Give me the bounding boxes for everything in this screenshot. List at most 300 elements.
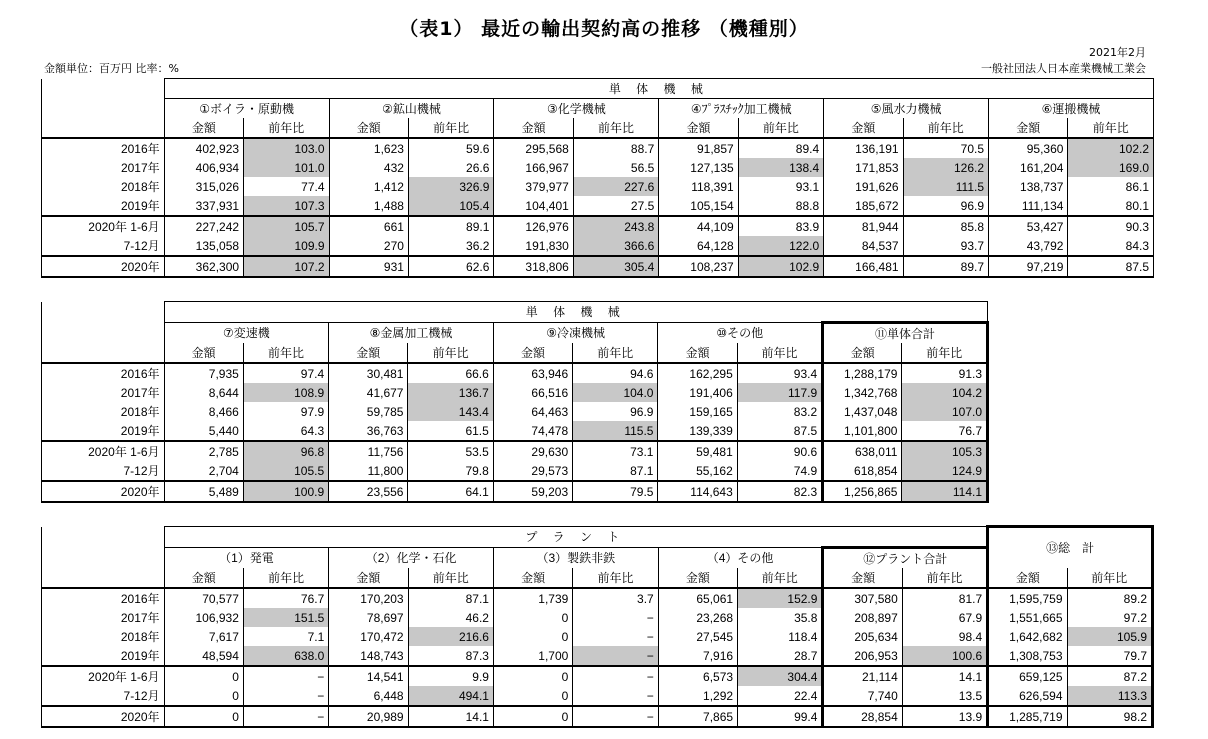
ratio-cell: − <box>243 706 328 727</box>
col-ratio-header: 前年比 <box>902 343 988 363</box>
unit-note: 金額単位：百万円 比率：% <box>44 62 179 75</box>
ratio-cell: 87.1 <box>408 588 493 608</box>
ratio-cell: 102.9 <box>738 256 823 277</box>
ratio-cell: − <box>243 686 328 706</box>
category-header: （4）その他 <box>658 548 823 569</box>
ratio-cell: 136.7 <box>408 383 493 402</box>
col-ratio-header: 前年比 <box>408 118 493 138</box>
year-label: 2020年 <box>42 706 165 727</box>
category-header: ③化学機械 <box>494 99 659 119</box>
amount-cell: 406,934 <box>164 158 243 177</box>
ratio-cell: 46.2 <box>408 608 493 627</box>
category-header: ②鉱山機械 <box>329 99 494 119</box>
col-amount-header: 金額 <box>989 118 1068 138</box>
amount-cell: 166,967 <box>494 158 573 177</box>
ratio-cell: 105.7 <box>244 216 329 236</box>
ratio-cell: 86.1 <box>1068 177 1154 196</box>
amount-cell: 205,634 <box>823 627 902 646</box>
amount-cell: 166,481 <box>824 256 903 277</box>
amount-cell: 114,643 <box>658 481 737 502</box>
amount-cell: 74,478 <box>493 421 572 441</box>
ratio-cell: 91.3 <box>902 363 988 383</box>
ratio-cell: 79.5 <box>573 481 658 502</box>
col-ratio-header: 前年比 <box>408 343 493 363</box>
amount-cell: 2,704 <box>164 461 243 481</box>
col-ratio-header: 前年比 <box>244 118 329 138</box>
col-amount-header: 金額 <box>329 568 408 588</box>
table-row <box>42 196 1154 216</box>
amount-cell: 8,644 <box>164 383 243 402</box>
amount-cell: 59,481 <box>658 441 737 461</box>
ratio-cell: 326.9 <box>408 177 493 196</box>
col-ratio-header: 前年比 <box>408 568 493 588</box>
amount-cell: 70,577 <box>164 588 243 608</box>
table-single-machines-2 <box>41 301 989 503</box>
amount-cell: 1,595,759 <box>988 588 1067 608</box>
amount-cell: 106,932 <box>164 608 243 627</box>
year-label: 2018年 <box>42 177 165 196</box>
col-amount-header: 金額 <box>494 118 573 138</box>
col-amount-header: 金額 <box>493 568 572 588</box>
table-row <box>42 686 1153 706</box>
year-label: 2018年 <box>42 402 165 421</box>
ratio-cell: 84.3 <box>1068 236 1154 256</box>
ratio-cell: 83.9 <box>738 216 823 236</box>
corner-cell <box>42 527 165 548</box>
table-row <box>42 627 1153 646</box>
col-amount-header: 金額 <box>659 118 738 138</box>
amount-cell: 191,626 <box>824 177 903 196</box>
ratio-cell: 90.3 <box>1068 216 1154 236</box>
col-amount-header: 金額 <box>988 568 1067 588</box>
amount-cell: 84,537 <box>824 236 903 256</box>
col-ratio-header: 前年比 <box>573 343 658 363</box>
table-single-machines-1 <box>41 78 1154 278</box>
corner-cell <box>42 79 165 99</box>
year-label: 2018年 <box>42 627 165 646</box>
amount-cell: 1,488 <box>329 196 408 216</box>
ratio-cell: 87.3 <box>408 646 493 666</box>
ratio-cell: 138.4 <box>738 158 823 177</box>
ratio-cell: 89.7 <box>903 256 988 277</box>
amount-cell: 59,203 <box>493 481 572 502</box>
amount-cell: 191,406 <box>658 383 737 402</box>
amount-cell: 44,109 <box>659 216 738 236</box>
ratio-cell: 83.2 <box>737 402 822 421</box>
ratio-cell: 105.3 <box>902 441 988 461</box>
amount-cell: 29,573 <box>493 461 572 481</box>
year-label: 2020年 <box>42 481 165 502</box>
ratio-cell: 62.6 <box>408 256 493 277</box>
ratio-cell: 126.2 <box>903 158 988 177</box>
ratio-cell: 13.5 <box>902 686 987 706</box>
table-row <box>42 588 1153 608</box>
ratio-cell: 14.1 <box>902 666 987 686</box>
ratio-cell: 96.8 <box>243 441 328 461</box>
table-row <box>42 383 988 402</box>
ratio-cell: 89.1 <box>408 216 493 236</box>
ratio-cell: 117.9 <box>737 383 822 402</box>
page-title: （表1） 最近の輸出契約高の推移 （機種別） <box>399 18 809 40</box>
amount-cell: 78,697 <box>329 608 408 627</box>
table-row <box>42 256 1154 277</box>
corner-cell <box>42 323 165 344</box>
ratio-cell: 169.0 <box>1068 158 1154 177</box>
table-row <box>42 608 1153 627</box>
amount-cell: 1,308,753 <box>988 646 1067 666</box>
table-row <box>42 441 988 461</box>
ratio-cell: 124.9 <box>902 461 988 481</box>
amount-cell: 55,162 <box>658 461 737 481</box>
amount-cell: 1,623 <box>329 138 408 158</box>
ratio-cell: 13.9 <box>902 706 987 727</box>
year-label: 7-12月 <box>42 686 165 706</box>
amount-cell: 95,360 <box>989 138 1068 158</box>
amount-cell: 7,740 <box>823 686 902 706</box>
amount-cell: 48,594 <box>164 646 243 666</box>
table-row <box>42 706 1153 727</box>
ratio-cell: 638.0 <box>243 646 328 666</box>
amount-cell: 7,916 <box>658 646 737 666</box>
amount-cell: 105,154 <box>659 196 738 216</box>
col-amount-header: 金額 <box>164 118 243 138</box>
ratio-cell: 105.5 <box>243 461 328 481</box>
amount-cell: 138,737 <box>989 177 1068 196</box>
col-amount-header: 金額 <box>658 568 737 588</box>
category-header: ⑨冷凍機械 <box>493 323 658 344</box>
amount-cell: 1,292 <box>658 686 737 706</box>
ratio-cell: 118.4 <box>738 627 823 646</box>
amount-cell: 1,256,865 <box>823 481 902 502</box>
amount-cell: 5,489 <box>164 481 243 502</box>
ratio-cell: 76.7 <box>243 588 328 608</box>
group-header: 単 体 機 械 <box>164 79 1153 99</box>
table-row <box>42 666 1153 686</box>
amount-cell: 14,541 <box>329 666 408 686</box>
col-ratio-header: 前年比 <box>1067 568 1153 588</box>
ratio-cell: 107.0 <box>902 402 988 421</box>
ratio-cell: 88.7 <box>573 138 658 158</box>
year-label: 2019年 <box>42 421 165 441</box>
year-label: 2020年 1-6月 <box>42 666 165 686</box>
amount-cell: 362,300 <box>164 256 243 277</box>
ratio-cell: 243.8 <box>573 216 658 236</box>
amount-cell: 29,630 <box>493 441 572 461</box>
corner-cell <box>42 548 165 569</box>
year-label: 2017年 <box>42 383 165 402</box>
col-ratio-header: 前年比 <box>738 118 823 138</box>
table-row <box>42 481 988 502</box>
ratio-cell: 100.6 <box>902 646 987 666</box>
amount-cell: 626,594 <box>988 686 1067 706</box>
amount-cell: 402,923 <box>164 138 243 158</box>
ratio-cell: 36.2 <box>408 236 493 256</box>
amount-cell: 931 <box>329 256 408 277</box>
amount-cell: 161,204 <box>989 158 1068 177</box>
amount-cell: 11,800 <box>329 461 408 481</box>
ratio-cell: 73.1 <box>573 441 658 461</box>
ratio-cell: 76.7 <box>902 421 988 441</box>
ratio-cell: − <box>573 646 658 666</box>
table-row <box>42 363 988 383</box>
ratio-cell: 98.4 <box>902 627 987 646</box>
amount-cell: 2,785 <box>164 441 243 461</box>
amount-cell: 7,617 <box>164 627 243 646</box>
ratio-cell: 3.7 <box>573 588 658 608</box>
amount-cell: 23,556 <box>329 481 408 502</box>
col-ratio-header: 前年比 <box>1068 118 1154 138</box>
ratio-cell: 113.3 <box>1067 686 1153 706</box>
ratio-cell: 366.6 <box>573 236 658 256</box>
amount-cell: 53,427 <box>989 216 1068 236</box>
amount-cell: 1,285,719 <box>988 706 1067 727</box>
ratio-cell: 107.2 <box>244 256 329 277</box>
amount-cell: 21,114 <box>823 666 902 686</box>
amount-cell: 8,466 <box>164 402 243 421</box>
amount-cell: 1,700 <box>493 646 572 666</box>
amount-cell: 148,743 <box>329 646 408 666</box>
ratio-cell: 22.4 <box>738 686 823 706</box>
amount-cell: 307,580 <box>823 588 902 608</box>
table-row <box>42 402 988 421</box>
ratio-cell: 96.9 <box>573 402 658 421</box>
category-header: ⑪単体合計 <box>823 323 988 344</box>
ratio-cell: 59.6 <box>408 138 493 158</box>
amount-cell: 97,219 <box>989 256 1068 277</box>
amount-cell: 27,545 <box>658 627 737 646</box>
ratio-cell: 105.4 <box>408 196 493 216</box>
col-ratio-header: 前年比 <box>243 343 328 363</box>
table-row <box>42 216 1154 236</box>
col-amount-header: 金額 <box>823 568 902 588</box>
ratio-cell: 77.4 <box>244 177 329 196</box>
ratio-cell: 304.4 <box>738 666 823 686</box>
category-header: ④ﾌﾟﾗｽﾁｯｸ加工機械 <box>659 99 824 119</box>
ratio-cell: 93.7 <box>903 236 988 256</box>
year-label: 7-12月 <box>42 461 165 481</box>
ratio-cell: 216.6 <box>408 627 493 646</box>
year-label: 7-12月 <box>42 236 165 256</box>
ratio-cell: 79.8 <box>408 461 493 481</box>
amount-cell: 104,401 <box>494 196 573 216</box>
ratio-cell: 66.6 <box>408 363 493 383</box>
corner-cell <box>42 343 165 363</box>
ratio-cell: 53.5 <box>408 441 493 461</box>
amount-cell: 111,134 <box>989 196 1068 216</box>
year-label: 2017年 <box>42 158 165 177</box>
amount-cell: 63,946 <box>493 363 572 383</box>
ratio-cell: 93.4 <box>737 363 822 383</box>
amount-cell: 318,806 <box>494 256 573 277</box>
category-header: ⑫プラント合計 <box>823 548 988 569</box>
table-row <box>42 158 1154 177</box>
amount-cell: 23,268 <box>658 608 737 627</box>
ratio-cell: 81.7 <box>902 588 987 608</box>
ratio-cell: 98.2 <box>1067 706 1153 727</box>
table-row <box>42 421 988 441</box>
amount-cell: 7,865 <box>658 706 737 727</box>
amount-cell: 11,756 <box>329 441 408 461</box>
amount-cell: 59,785 <box>329 402 408 421</box>
col-ratio-header: 前年比 <box>902 568 987 588</box>
table-row <box>42 646 1153 666</box>
ratio-cell: 93.1 <box>738 177 823 196</box>
ratio-cell: 97.4 <box>243 363 328 383</box>
amount-cell: 136,191 <box>824 138 903 158</box>
amount-cell: 20,989 <box>329 706 408 727</box>
ratio-cell: 70.5 <box>903 138 988 158</box>
amount-cell: 159,165 <box>658 402 737 421</box>
group-header: プ ラ ン ト <box>164 527 988 548</box>
amount-cell: 7,935 <box>164 363 243 383</box>
ratio-cell: 89.2 <box>1067 588 1153 608</box>
category-header: （2）化学・石化 <box>329 548 494 569</box>
amount-cell: 337,931 <box>164 196 243 216</box>
category-header: ⑦変速機 <box>164 323 329 344</box>
ratio-cell: − <box>573 686 658 706</box>
amount-cell: 28,854 <box>823 706 902 727</box>
amount-cell: 661 <box>329 216 408 236</box>
ratio-cell: 96.9 <box>903 196 988 216</box>
amount-cell: 41,677 <box>329 383 408 402</box>
amount-cell: 315,026 <box>164 177 243 196</box>
amount-cell: 171,853 <box>824 158 903 177</box>
year-label: 2019年 <box>42 196 165 216</box>
col-amount-header: 金額 <box>823 343 902 363</box>
amount-cell: 295,568 <box>494 138 573 158</box>
ratio-cell: 105.9 <box>1067 627 1153 646</box>
ratio-cell: 104.0 <box>573 383 658 402</box>
total-header: ⑬総 計 <box>988 527 1153 569</box>
col-amount-header: 金額 <box>164 343 243 363</box>
amount-cell: 0 <box>493 706 572 727</box>
amount-cell: 1,101,800 <box>823 421 902 441</box>
amount-cell: 191,830 <box>494 236 573 256</box>
amount-cell: 618,854 <box>823 461 902 481</box>
amount-cell: 0 <box>493 608 572 627</box>
category-header: ⑩その他 <box>658 323 823 344</box>
amount-cell: 126,976 <box>494 216 573 236</box>
amount-cell: 108,237 <box>659 256 738 277</box>
amount-cell: 0 <box>493 666 572 686</box>
col-amount-header: 金額 <box>493 343 572 363</box>
col-amount-header: 金額 <box>824 118 903 138</box>
ratio-cell: 104.2 <box>902 383 988 402</box>
ratio-cell: 88.8 <box>738 196 823 216</box>
ratio-cell: 87.1 <box>573 461 658 481</box>
ratio-cell: 100.9 <box>243 481 328 502</box>
ratio-cell: 97.9 <box>243 402 328 421</box>
col-amount-header: 金額 <box>329 343 408 363</box>
ratio-cell: − <box>573 627 658 646</box>
table-plant <box>41 525 1154 728</box>
amount-cell: 66,516 <box>493 383 572 402</box>
year-label: 2019年 <box>42 646 165 666</box>
amount-cell: 206,953 <box>823 646 902 666</box>
ratio-cell: 67.9 <box>902 608 987 627</box>
ratio-cell: 27.5 <box>573 196 658 216</box>
amount-cell: 432 <box>329 158 408 177</box>
amount-cell: 208,897 <box>823 608 902 627</box>
col-amount-header: 金額 <box>164 568 243 588</box>
amount-cell: 1,437,048 <box>823 402 902 421</box>
category-header: ⑤風水力機械 <box>824 99 989 119</box>
year-label: 2016年 <box>42 363 165 383</box>
ratio-cell: 35.8 <box>738 608 823 627</box>
ratio-cell: 89.4 <box>738 138 823 158</box>
amount-cell: 65,061 <box>658 588 737 608</box>
ratio-cell: 28.7 <box>738 646 823 666</box>
amount-cell: 1,739 <box>493 588 572 608</box>
ratio-cell: 64.3 <box>243 421 328 441</box>
ratio-cell: 107.3 <box>244 196 329 216</box>
ratio-cell: 151.5 <box>243 608 328 627</box>
category-header: ①ボイラ・原動機 <box>164 99 329 119</box>
amount-cell: 135,058 <box>164 236 243 256</box>
group-header: 単 体 機 械 <box>164 302 988 323</box>
ratio-cell: 101.0 <box>244 158 329 177</box>
year-label: 2020年 <box>42 256 165 277</box>
amount-cell: 162,295 <box>658 363 737 383</box>
table-row <box>42 461 988 481</box>
ratio-cell: 87.5 <box>737 421 822 441</box>
amount-cell: 0 <box>164 666 243 686</box>
ratio-cell: 85.8 <box>903 216 988 236</box>
ratio-cell: 97.2 <box>1067 608 1153 627</box>
amount-cell: 91,857 <box>659 138 738 158</box>
amount-cell: 36,763 <box>329 421 408 441</box>
col-ratio-header: 前年比 <box>738 568 823 588</box>
table-row <box>42 236 1154 256</box>
ratio-cell: 26.6 <box>408 158 493 177</box>
ratio-cell: 87.2 <box>1067 666 1153 686</box>
organization-name: 一般社団法人日本産業機械工業会 <box>981 62 1146 75</box>
ratio-cell: 64.1 <box>408 481 493 502</box>
amount-cell: 81,944 <box>824 216 903 236</box>
amount-cell: 659,125 <box>988 666 1067 686</box>
year-label: 2017年 <box>42 608 165 627</box>
ratio-cell: 90.6 <box>737 441 822 461</box>
amount-cell: 1,551,665 <box>988 608 1067 627</box>
ratio-cell: 114.1 <box>902 481 988 502</box>
amount-cell: 1,288,179 <box>823 363 902 383</box>
report-date: 2021年2月 <box>1089 46 1146 59</box>
ratio-cell: 94.6 <box>573 363 658 383</box>
amount-cell: 43,792 <box>989 236 1068 256</box>
ratio-cell: 143.4 <box>408 402 493 421</box>
ratio-cell: 494.1 <box>408 686 493 706</box>
amount-cell: 5,440 <box>164 421 243 441</box>
amount-cell: 170,203 <box>329 588 408 608</box>
amount-cell: 227,242 <box>164 216 243 236</box>
ratio-cell: − <box>243 666 328 686</box>
amount-cell: 1,642,682 <box>988 627 1067 646</box>
year-label: 2016年 <box>42 588 165 608</box>
col-ratio-header: 前年比 <box>737 343 822 363</box>
col-ratio-header: 前年比 <box>573 118 658 138</box>
amount-cell: 127,135 <box>659 158 738 177</box>
ratio-cell: 56.5 <box>573 158 658 177</box>
category-header: （3）製鉄非鉄 <box>493 548 658 569</box>
amount-cell: 64,463 <box>493 402 572 421</box>
ratio-cell: 152.9 <box>738 588 823 608</box>
col-ratio-header: 前年比 <box>903 118 988 138</box>
amount-cell: 6,573 <box>658 666 737 686</box>
ratio-cell: 80.1 <box>1068 196 1154 216</box>
corner-cell <box>42 302 165 323</box>
ratio-cell: 74.9 <box>737 461 822 481</box>
amount-cell: 0 <box>493 686 572 706</box>
